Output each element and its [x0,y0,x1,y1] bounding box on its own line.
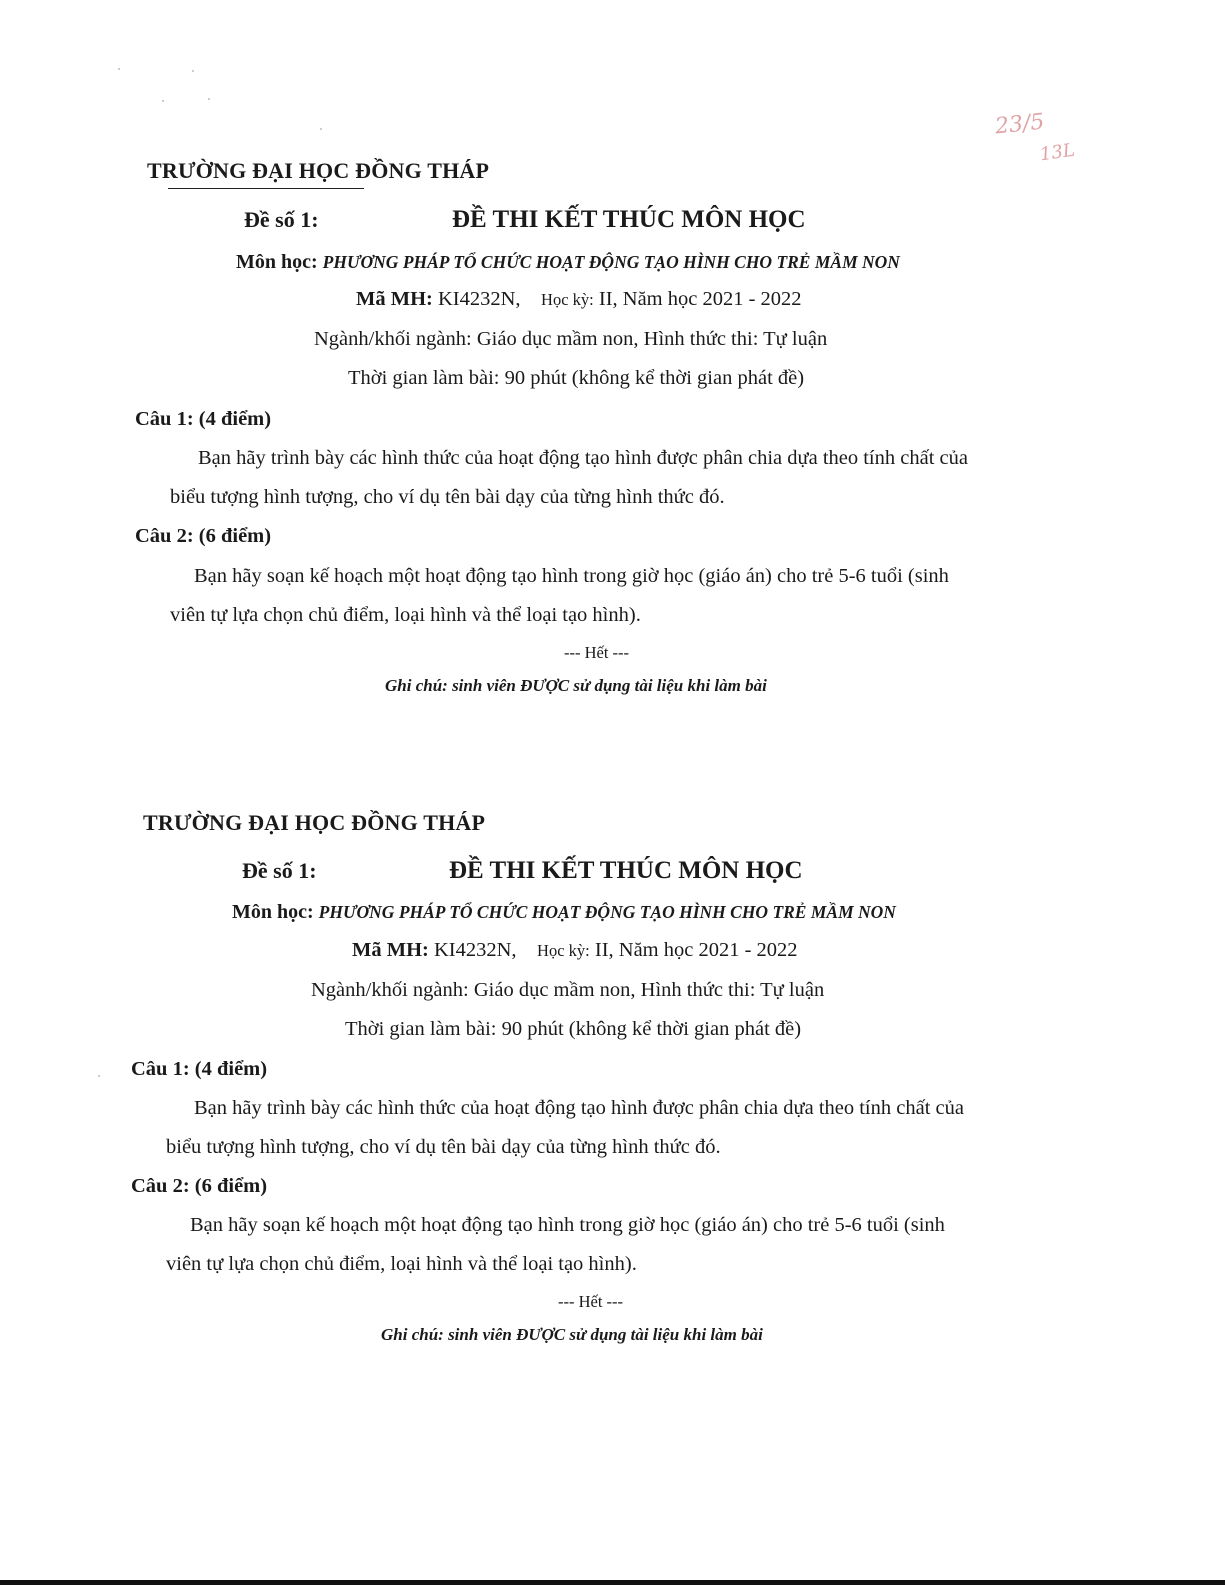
scan-speck [118,68,120,70]
semester-value: II, Năm học 2021 - 2022 [598,288,802,310]
scan-speck [208,98,210,100]
major-line: Ngành/khối ngành: Giáo dục mầm non, Hình thức thi: Tự luận [311,979,825,1001]
end-mark: --- Hết --- [564,643,630,662]
exam-title: ĐỀ THI KẾT THÚC MÔN HỌC [449,857,803,884]
exam-number: Đề số 1: [242,858,317,883]
question-2-text-line-1: Bạn hãy soạn kế hoạch một hoạt động tạo hình trong giờ học (giáo án) cho trẻ 5-6 tuổi (sinh [190,1214,945,1236]
time-line: Thời gian làm bài: 90 phút (không kể thời gian phát đề) [345,1018,802,1040]
question-2-text-line-2: viên tự lựa chọn chủ điểm, loại hình và thể loại tạo hình). [166,1253,637,1275]
major-line: Ngành/khối ngành: Giáo dục mầm non, Hình thức thi: Tự luận [314,328,828,350]
note: Ghi chú: sinh viên ĐƯỢC sử dụng tài liệu khi làm bài [385,676,767,695]
scan-speck [162,100,164,102]
question-1-title: Câu 1: (4 điểm) [135,408,272,430]
scan-speck [98,1075,100,1077]
subject-line [236,251,900,274]
school-name: TRƯỜNG ĐẠI HỌC ĐỒNG THÁP [147,158,490,183]
course-code-value: KI4232N, [433,939,517,961]
subject-label: Môn học: [236,251,318,273]
exam-title: ĐỀ THI KẾT THÚC MÔN HỌC [452,206,806,233]
subject-line [232,901,896,924]
scan-speck [320,128,322,130]
subject-label: Môn học: [232,901,314,923]
course-code-label: Mã MH: [352,939,429,961]
handwritten-note-2: 13L [1038,139,1077,166]
question-2-text-line-1: Bạn hãy soạn kế hoạch một hoạt động tạo hình trong giờ học (giáo án) cho trẻ 5-6 tuổi (sinh [194,565,949,587]
question-2-title: Câu 2: (6 điểm) [131,1175,268,1197]
handwritten-note: 23/5 [993,109,1046,140]
subject-value: PHƯƠNG PHÁP TỔ CHỨC HOẠT ĐỘNG TẠO HÌNH CHO TRẺ MẦM NON [322,252,900,272]
semester-value: II, Năm học 2021 - 2022 [594,939,798,961]
question-1-text-line-2: biểu tượng hình tượng, cho ví dụ tên bài dạy của từng hình thức đó. [166,1136,721,1158]
question-1-text-line-1: Bạn hãy trình bày các hình thức của hoạt động tạo hình được phân chia dựa theo tính chất của [198,447,968,469]
semester-label: Học kỳ: [537,941,590,960]
question-1-title: Câu 1: (4 điểm) [131,1058,268,1080]
question-1-text-line-1: Bạn hãy trình bày các hình thức của hoạt động tạo hình được phân chia dựa theo tính chất của [194,1097,964,1119]
end-mark: --- Hết --- [558,1292,624,1311]
subject-value: PHƯƠNG PHÁP TỔ CHỨC HOẠT ĐỘNG TẠO HÌNH CHO TRẺ MẦM NON [318,902,896,922]
course-code-line [356,288,802,311]
time-line: Thời gian làm bài: 90 phút (không kể thời gian phát đề) [348,367,805,389]
semester-label: Học kỳ: [541,290,594,309]
question-1-text-line-2: biểu tượng hình tượng, cho ví dụ tên bài dạy của từng hình thức đó. [170,486,725,508]
scan-speck [192,70,194,72]
scan-bottom-edge [0,1580,1225,1585]
school-name: TRƯỜNG ĐẠI HỌC ĐỒNG THÁP [143,810,486,835]
course-code-value: KI4232N, [437,288,521,310]
school-underline [168,188,364,189]
question-2-text-line-2: viên tự lựa chọn chủ điểm, loại hình và thể loại tạo hình). [170,604,641,626]
note: Ghi chú: sinh viên ĐƯỢC sử dụng tài liệu khi làm bài [381,1325,763,1344]
course-code-label: Mã MH: [356,288,433,310]
question-2-title: Câu 2: (6 điểm) [135,525,272,547]
exam-number: Đề số 1: [244,207,319,232]
course-code-line [352,939,798,962]
